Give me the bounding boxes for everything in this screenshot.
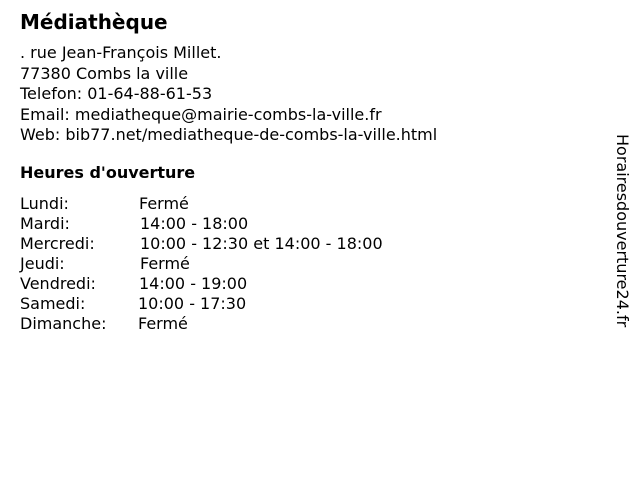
day-label: Mardi: (20, 214, 70, 233)
day-hours: 10:00 - 12:30 et 14:00 - 18:00 (140, 234, 383, 253)
phone-line: Telefon: 01-64-88-61-53 (20, 84, 213, 103)
address-block (20, 43, 437, 146)
day-hours: 14:00 - 19:00 (139, 274, 248, 293)
email-line: Email: mediatheque@mairie-combs-la-ville.fr (20, 104, 382, 124)
day-hours: 14:00 - 18:00 (140, 214, 249, 233)
day-label: Jeudi: (20, 254, 65, 273)
day-label: Mercredi: (20, 234, 95, 253)
day-hours: Fermé (139, 194, 189, 213)
street-address: . rue Jean-François Millet. (20, 43, 222, 62)
page-title: Médiathèque (20, 10, 168, 34)
day-label: Vendredi: (20, 274, 96, 293)
day-label: Lundi: (20, 194, 69, 213)
day-label: Dimanche: (20, 314, 107, 333)
day-hours: 10:00 - 17:30 (138, 294, 247, 313)
day-hours: Fermé (138, 314, 188, 333)
day-label: Samedi: (20, 294, 86, 313)
day-hours: Fermé (140, 254, 190, 273)
opening-hours-heading: Heures d'ouverture (20, 163, 196, 182)
city-line: 77380 Combs la ville (20, 63, 189, 83)
web-line: Web: bib77.net/mediatheque-de-combs-la-ville.html (20, 125, 438, 144)
source-watermark: Horairesdouverture24.fr (613, 134, 632, 328)
